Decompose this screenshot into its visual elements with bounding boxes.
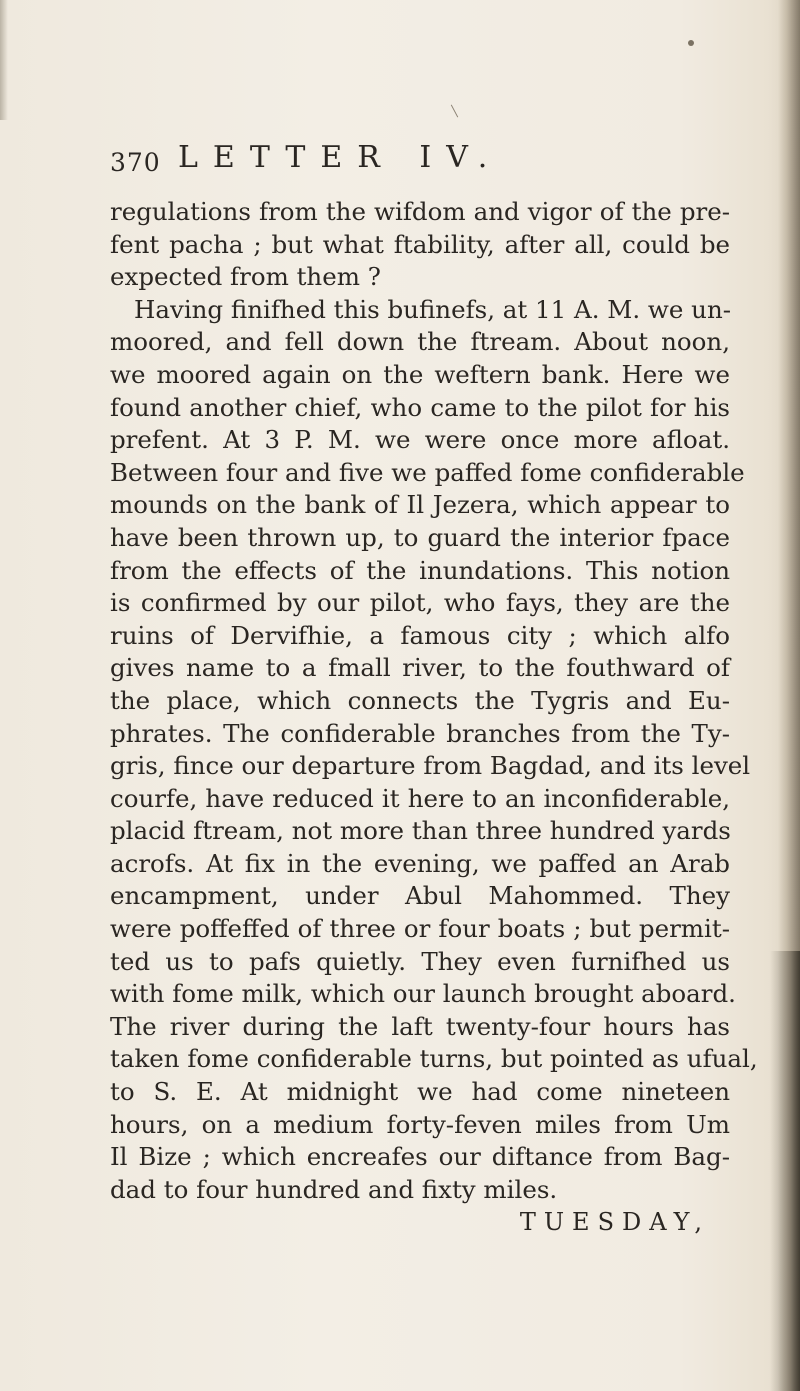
text-line: prefent. At 3 P. M. we were once more afloat.: [110, 425, 730, 455]
text-line: gives name to a fmall river, to the fouthward of: [110, 653, 730, 683]
text-line: Between four and five we paffed fome confiderable: [110, 457, 745, 487]
text-line: Having finifhed this bufinefs, at 11 A. M. we un-: [134, 294, 732, 324]
catchword: TUESDAY,: [519, 1208, 710, 1237]
text-line: acrofs. At fix in the evening, we paffed an Arab: [110, 848, 730, 878]
text-line: gris, fince our departure from Bagdad, and its level: [110, 751, 751, 781]
text-line: the place, which connects the Tygris and Eu-: [110, 685, 730, 715]
text-line: phrates. The confiderable branches from the Ty-: [110, 718, 730, 748]
text-line: moored, and fell down the ftream. About noon,: [110, 327, 730, 357]
text-line: were poffeffed of three or four boats ; but permit-: [110, 914, 730, 944]
running-head: LETTER IV.: [178, 140, 503, 175]
text-line: with fome milk, which our launch brought aboard.: [110, 979, 736, 1009]
text-line: fent pacha ; but what ftability, after all, could be: [110, 229, 730, 259]
text-line: Il Bize ; which encreafes our diftance from Bag-: [110, 1142, 730, 1172]
text-line: encampment, under Abul Mahommed. They: [110, 881, 730, 911]
text-line: found another chief, who came to the pilot for his: [110, 392, 730, 422]
ink-speck: [688, 40, 694, 46]
body-text: [110, 196, 758, 1239]
text-line: The river during the laft twenty-four hours has: [110, 1011, 730, 1041]
text-line: to S. E. At midnight we had come nineteen: [110, 1077, 730, 1107]
text-line: we moored again on the weftern bank. Here we: [110, 359, 730, 389]
text-line: have been thrown up, to guard the interior fpace: [110, 522, 730, 552]
text-line: expected from them ?: [110, 262, 381, 292]
text-line: ruins of Dervifhie, a famous city ; which alfo: [110, 620, 730, 650]
text-line: from the effects of the inundations. This notion: [110, 555, 730, 585]
page-edge-shadow: [0, 0, 8, 120]
gutter-shadow: [770, 951, 800, 1391]
page-number: 370: [110, 148, 161, 177]
text-line: taken fome confiderable turns, but pointed as ufual,: [110, 1044, 758, 1074]
text-line: placid ftream, not more than three hundred yards: [110, 816, 731, 846]
text-line: courfe, have reduced it here to an inconfiderable,: [110, 783, 730, 813]
text-line: ted us to pafs quietly. They even furnifhed us: [110, 946, 730, 976]
text-line: dad to four hundred and fixty miles.: [110, 1174, 558, 1204]
text-line: hours, on a medium forty-feven miles from Um: [110, 1109, 730, 1139]
text-line: is confirmed by our pilot, who fays, they are the: [110, 588, 730, 618]
page-header: [110, 140, 710, 190]
text-line: mounds on the bank of Il Jezera, which appear to: [110, 490, 730, 520]
ink-mark: [451, 105, 458, 118]
text-line: regulations from the wifdom and vigor of the pre-: [110, 197, 730, 226]
